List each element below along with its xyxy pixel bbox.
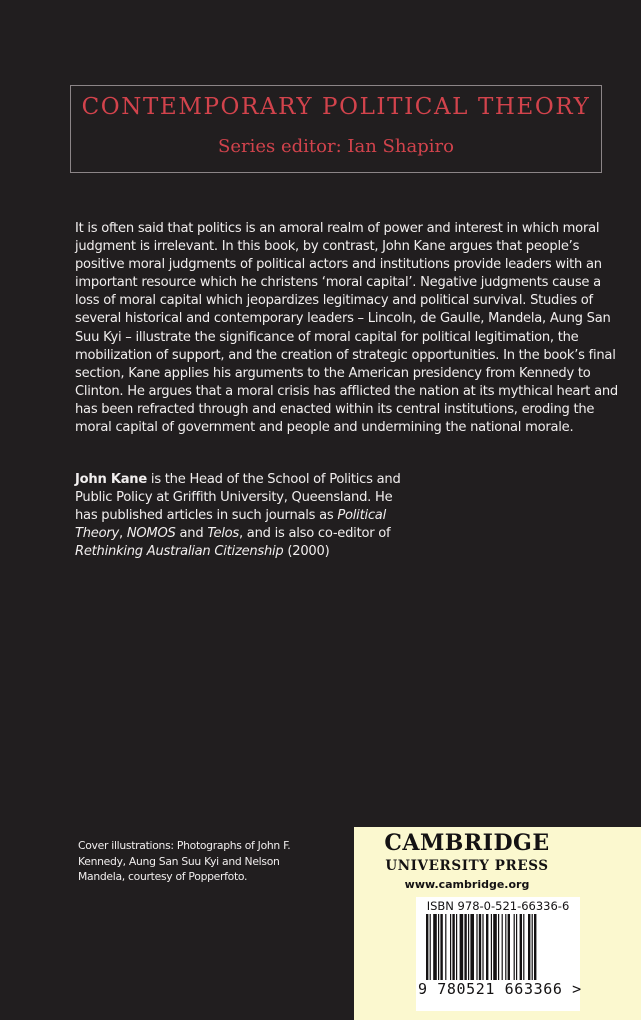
book-rethinking-australian-citizenship: Rethinking Australian Citizenship (75, 544, 284, 560)
cover-credit-text: Photographs of John F. Kennedy, Aung San Suu Kyi and Nelson Mandela, courtesy of Popperfoto. (78, 839, 291, 883)
book-description (75, 220, 623, 437)
publisher-panel (354, 827, 641, 1020)
series-header-box (70, 85, 602, 173)
series-editor: Series editor: Ian Shapiro (218, 136, 454, 157)
journal-nomos: NOMOS (126, 526, 176, 542)
author-bio-text-2: , and is also co-editor of (238, 526, 391, 542)
isbn-number: ISBN 978-0-521-66336-6 (426, 899, 570, 913)
barcode (416, 897, 580, 1011)
publisher-subname: UNIVERSITY PRESS (385, 858, 549, 874)
author-bio-text-3: (2000) (283, 544, 330, 560)
book-description-text: It is often said that politics is an amoral realm of power and interest in which moral judgment is irrelevant. In this book, by contrast, John Kane argues that people’s positive moral judgments of political actors and institutions provide leaders with an important resource which he christens ‘moral capital’. Negative judgments cause a loss of moral capital which jeopardizes legitimacy and political survival. Studies of several historical and contemporary leaders – Lincoln, de Gaulle, Mandela, Aung San Suu Kyi – illustrate the significance of moral capital for political legitimation, the mobilization of support, and the creation of strategic opportunities. In the book’s final section, Kane applies his arguments to the American presidency from Kennedy to Clinton. He argues that a moral crisis has afflicted the nation at its mythical heart and has been refracted through and enacted within its central institutions, eroding the moral capital of government and people and undermining the national morale. (75, 221, 618, 436)
cover-credit-label: Cover illustrations: (78, 839, 174, 852)
publisher-url[interactable]: www.cambridge.org (404, 878, 530, 891)
series-title: CONTEMPORARY POLITICAL THEORY (81, 94, 591, 120)
publisher-logo: CAMBRIDGE (384, 830, 550, 856)
author-name: John Kane (75, 472, 148, 487)
barcode-digits: 9 780521 663366 > (418, 980, 582, 998)
author-bio-separator-1: , (119, 526, 127, 542)
author-bio-text-1: is the Head of the School of Politics and Public Policy at Griffith University, Queensland. He has published articles in such journals as (75, 472, 401, 524)
barcode-bars-icon (426, 914, 570, 980)
cover-credit (78, 838, 318, 885)
journal-political-theory: Political Theory (75, 508, 386, 542)
author-bio-separator-2: and (175, 526, 208, 542)
author-bio (75, 471, 410, 561)
journal-telos: Telos (207, 526, 239, 542)
